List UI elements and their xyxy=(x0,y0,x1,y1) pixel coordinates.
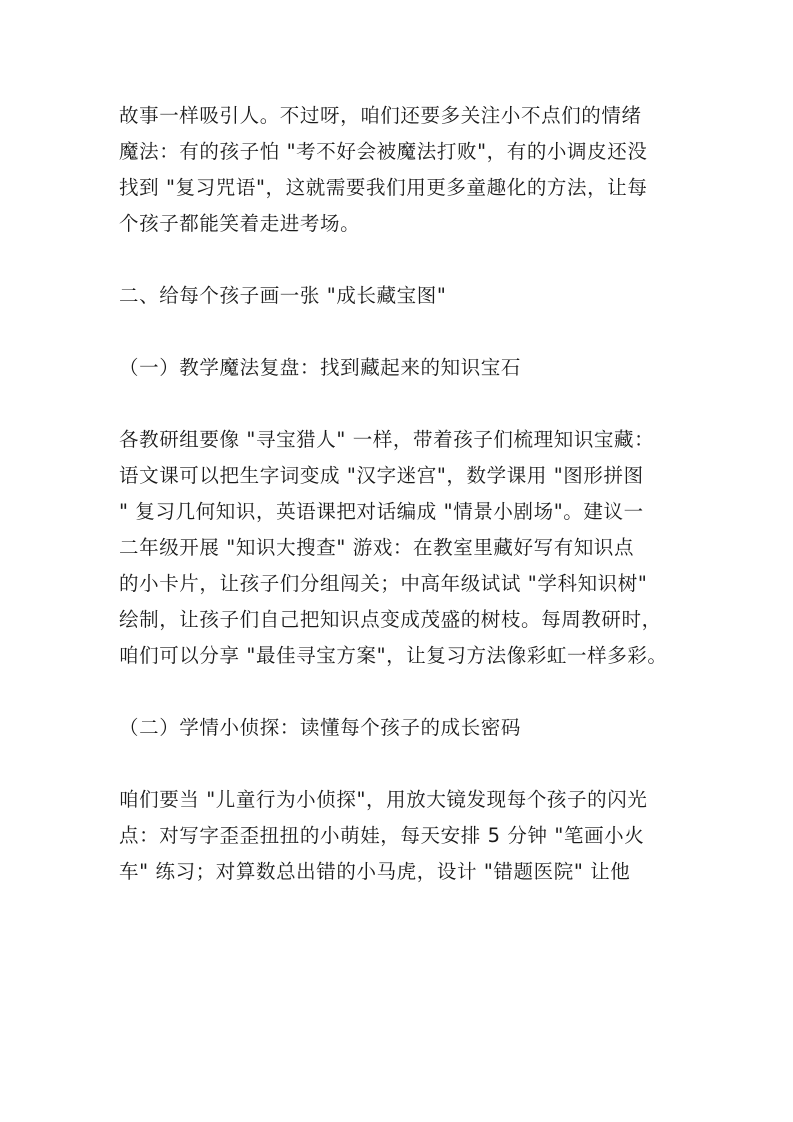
text-line: 的小卡片，让孩子们分组闯关；中高年级试试 "学科知识树" xyxy=(119,572,648,595)
text-line: 绘制，让孩子们自己把知识点变成茂盛的树枝。每周教研时， xyxy=(119,608,662,631)
paragraph-learning-detective xyxy=(119,782,699,890)
spacer xyxy=(119,242,699,278)
text-line: 个孩子都能笑着走进考场。 xyxy=(119,212,361,235)
text-line: 故事一样吸引人。不过呀，咱们还要多关注小不点们的情绪 xyxy=(119,104,642,127)
section-heading-2: 二、给每个孩子画一张 "成长藏宝图" xyxy=(119,284,447,307)
text-line: 魔法：有的孩子怕 "考不好会被魔法打败"，有的小调皮还没 xyxy=(119,140,648,163)
subsection-heading-2: （二）学情小侦探：读懂每个孩子的成长密码 xyxy=(119,716,522,739)
spacer xyxy=(119,746,699,782)
text-line: 语文课可以把生字词变成 "汉字迷宫"，数学课用 "图形拼图 xyxy=(119,464,644,487)
text-line: 咱们要当 "儿童行为小侦探"，用放大镜发现每个孩子的闪光 xyxy=(119,788,648,811)
paragraph-teaching-review xyxy=(119,422,699,674)
document-body xyxy=(119,98,699,890)
spacer xyxy=(119,674,699,710)
paragraph-intro-continued xyxy=(119,98,699,242)
text-line: 找到 "复习咒语"，这就需要我们用更多童趣化的方法，让每 xyxy=(119,176,648,199)
text-line: 各教研组要像 "寻宝猎人" 一样，带着孩子们梳理知识宝藏： xyxy=(119,428,655,451)
spacer xyxy=(119,386,699,422)
spacer xyxy=(119,314,699,350)
text-line: 咱们可以分享 "最佳寻宝方案"，让复习方法像彩虹一样多彩。 xyxy=(119,644,668,667)
text-line: 车" 练习；对算数总出错的小马虎，设计 "错题医院" 让他 xyxy=(119,860,631,883)
text-line: " 复习几何知识，英语课把对话编成 "情景小剧场"。建议一 xyxy=(119,500,644,523)
text-line: 二年级开展 "知识大搜查" 游戏：在教室里藏好写有知识点 xyxy=(119,536,635,559)
subsection-heading-1: （一）教学魔法复盘：找到藏起来的知识宝石 xyxy=(119,356,522,379)
text-line: 点：对写字歪歪扭扭的小萌娃，每天安排 5 分钟 "笔画小火 xyxy=(119,824,645,847)
